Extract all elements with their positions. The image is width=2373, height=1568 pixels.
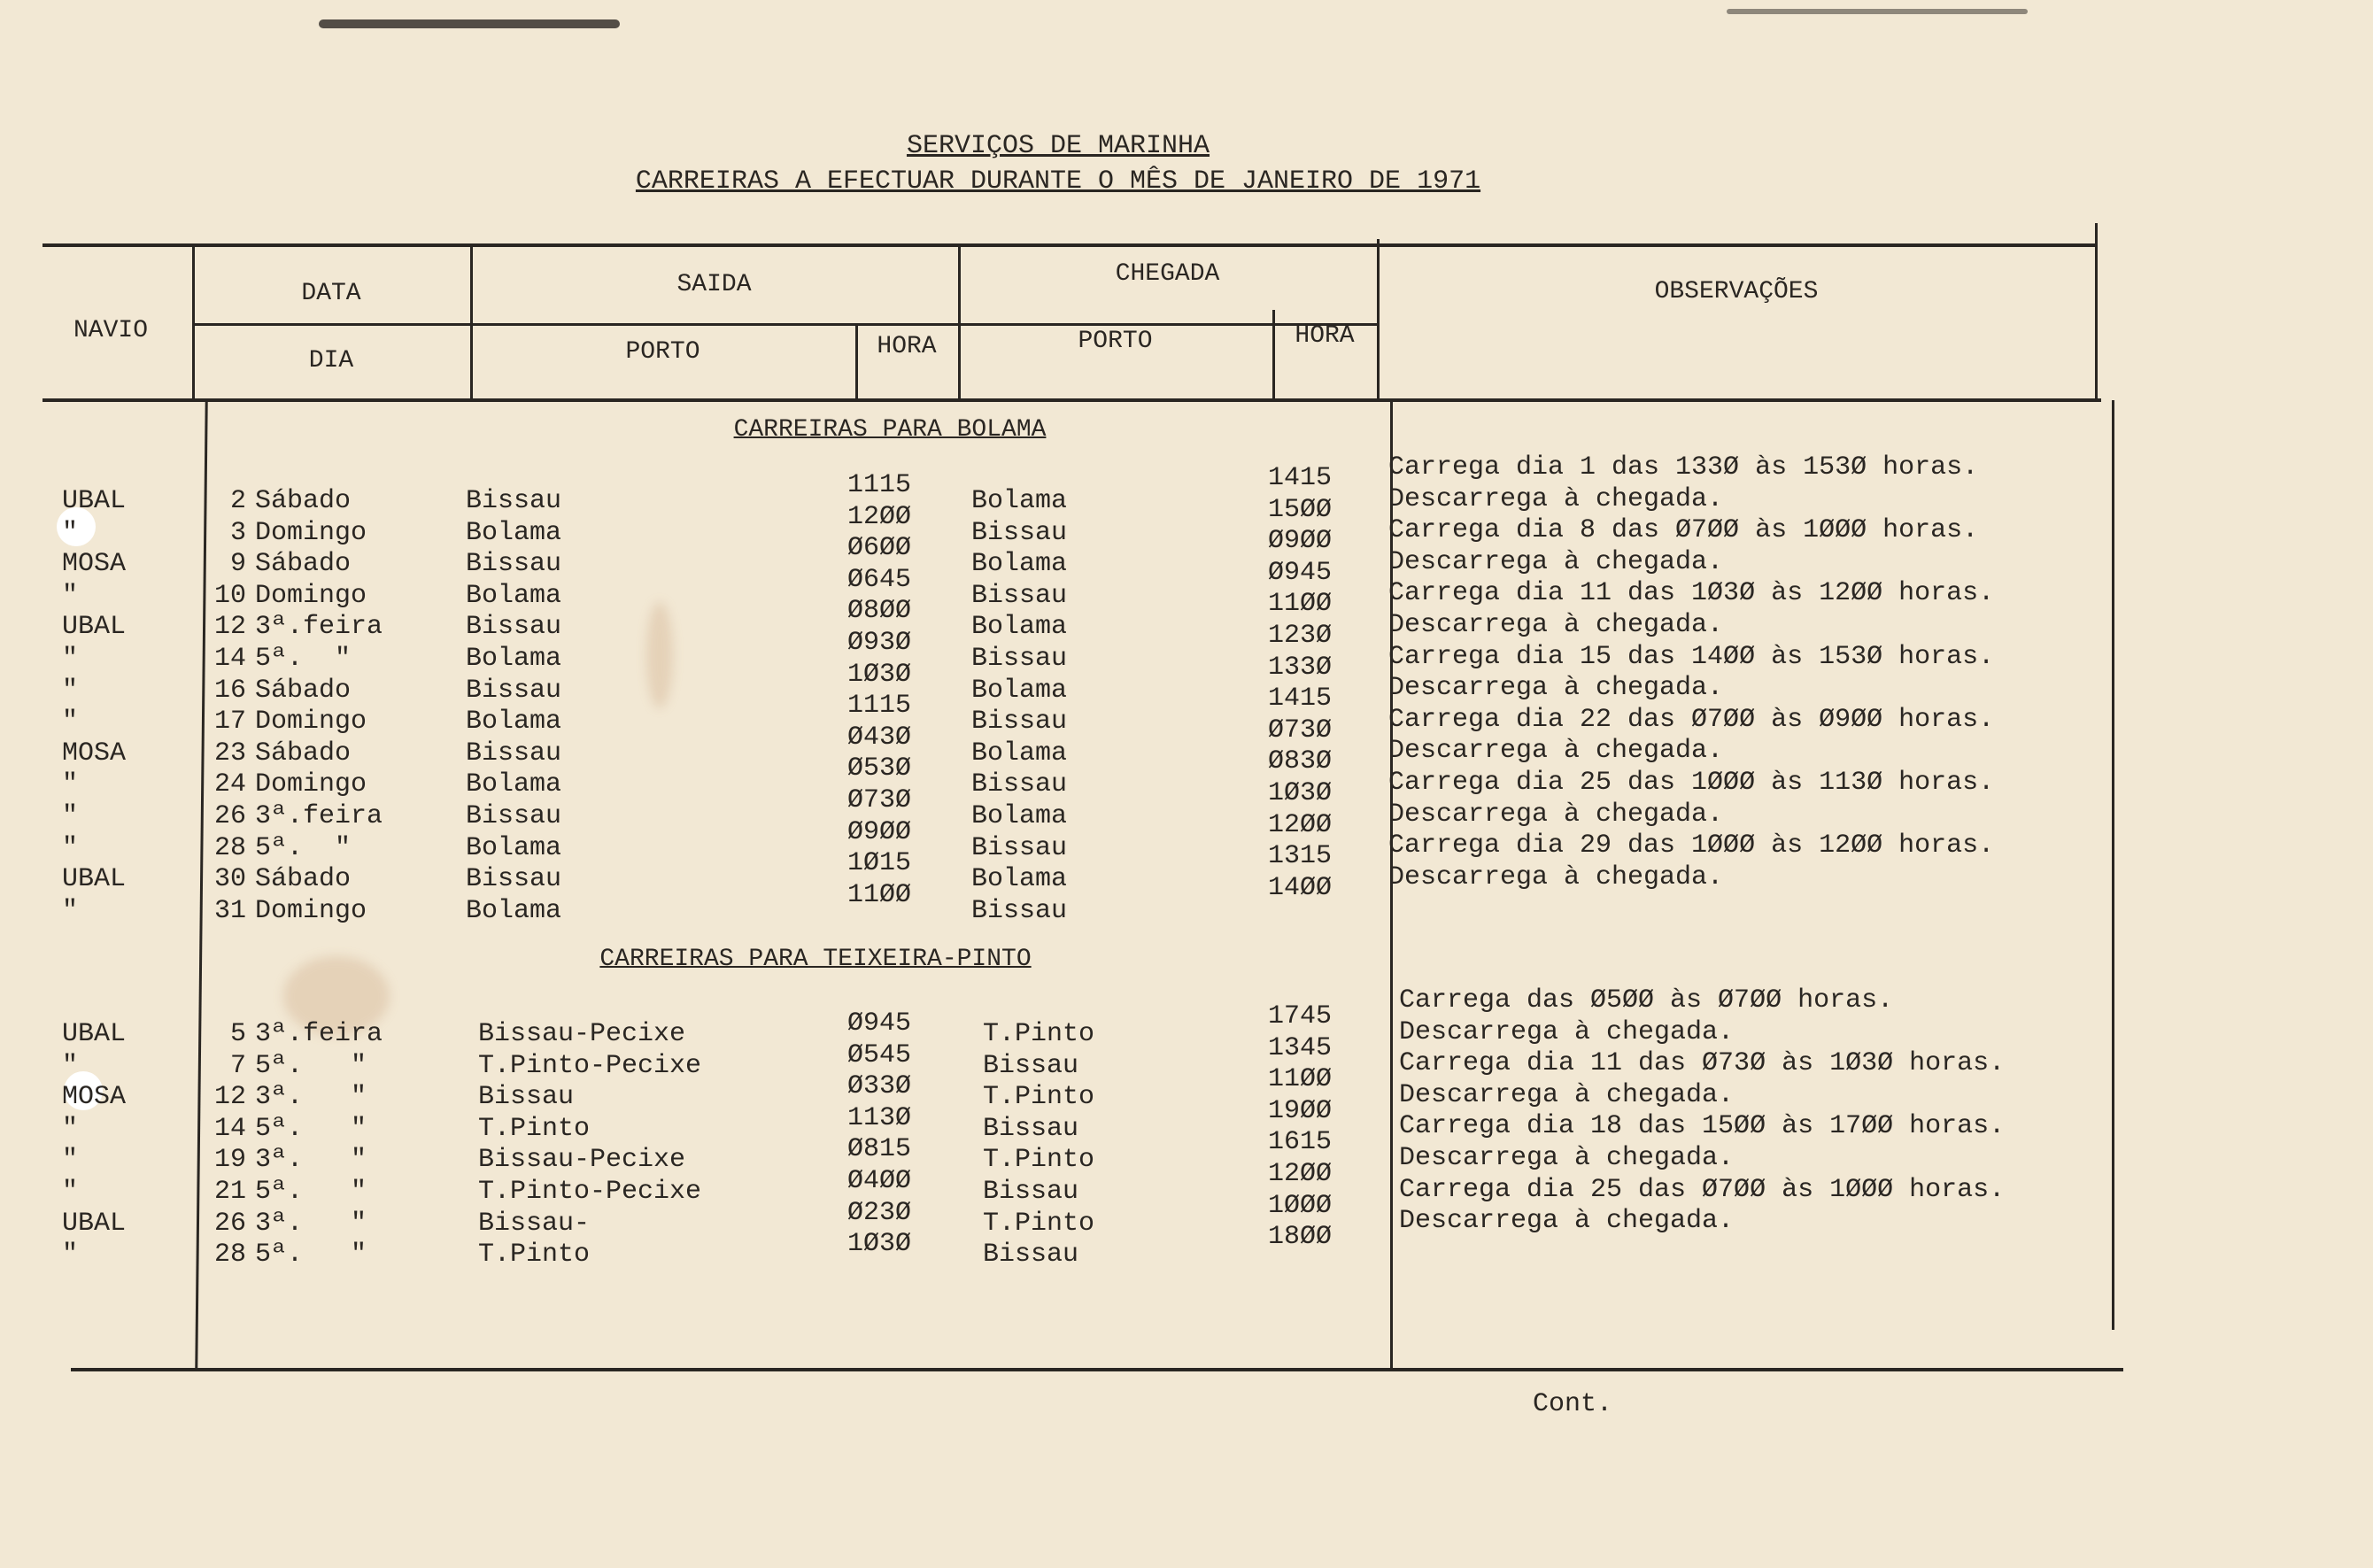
document-title: SERVIÇOS DE MARINHA: [906, 131, 1210, 161]
arrival-time-cell: 11ØØ: [1268, 589, 1333, 620]
day-cell: 7: [229, 1050, 246, 1081]
header-data: DATA: [301, 280, 361, 307]
arrival-time-cell: 1745: [1268, 1001, 1333, 1031]
weekday-cell: 5ª. ": [255, 1113, 367, 1144]
arrival-port-cell: Bissau: [983, 1050, 1079, 1081]
departure-time-cell: Ø9ØØ: [847, 816, 912, 847]
departure-port-cell: Bissau: [466, 800, 562, 831]
arrival-port-cell: Bolama: [971, 549, 1068, 580]
departure-port-cell: Bissau-: [478, 1208, 591, 1239]
arrival-port-cell: T.Pinto: [983, 1145, 1095, 1176]
observation-line: Descarrega à chegada.: [1399, 1016, 1735, 1047]
arrival-port-column: [983, 1018, 1248, 1271]
header-navio: NAVIO: [73, 317, 148, 344]
arrival-time-cell: 1415: [1268, 684, 1333, 714]
observation-line: Carrega dia 22 das Ø7ØØ às Ø9ØØ horas.: [1388, 704, 1995, 735]
header-chegada: CHEGADA: [1115, 260, 1220, 288]
day-cell: 26: [213, 800, 246, 831]
arrival-time-cell: 1315: [1268, 841, 1333, 872]
weekday-cell: Domingo: [255, 707, 367, 738]
departure-time-cell: Ø53Ø: [847, 753, 912, 784]
departure-time-cell: 11ØØ: [847, 879, 912, 910]
departure-port-cell: Bolama: [466, 832, 562, 863]
navio-cell: ": [62, 643, 79, 674]
day-cell: 23: [213, 738, 246, 769]
departure-time-cell: 12ØØ: [847, 501, 912, 532]
departure-port-cell: T.Pinto-Pecixe: [478, 1050, 702, 1081]
navio-column: [62, 485, 159, 926]
arrival-port-cell: Bolama: [971, 486, 1068, 516]
arrival-port-cell: Bissau: [971, 517, 1068, 548]
departure-time-cell: 1115: [847, 691, 912, 722]
header-dia: DIA: [308, 347, 354, 375]
header-mid-line: [192, 323, 1377, 326]
header-bottom-line: [43, 398, 2101, 402]
departure-time-cell: Ø815: [847, 1134, 912, 1165]
torn-edge-mark: [319, 19, 620, 28]
navio-cell: MOSA: [62, 1082, 127, 1113]
table-right-border: [2095, 223, 2098, 400]
arrival-port-cell: Bissau: [971, 895, 1068, 926]
arrival-port-cell: T.Pinto: [983, 1019, 1095, 1049]
day-cell: 12: [213, 612, 246, 643]
day-cell: 21: [213, 1176, 246, 1207]
observation-line: Carrega das Ø5ØØ às Ø7ØØ horas.: [1399, 985, 1894, 1016]
weekday-cell: Domingo: [255, 895, 367, 926]
arrival-port-cell: Bolama: [971, 738, 1068, 769]
weekday-cell: 3ª.feira: [255, 800, 383, 831]
arrival-time-column: [1268, 1000, 1365, 1253]
navio-cell: ": [62, 1050, 79, 1081]
arrival-time-cell: 18ØØ: [1268, 1222, 1333, 1253]
day-cell: 10: [213, 580, 246, 611]
departure-time-cell: Ø545: [847, 1039, 912, 1070]
navio-cell: MOSA: [62, 738, 127, 769]
navio-cell: UBAL: [62, 1208, 127, 1239]
navio-cell: ": [62, 800, 79, 831]
arrival-port-cell: Bissau: [971, 707, 1068, 738]
observation-line: Carrega dia 11 das Ø73Ø às 1Ø3Ø horas.: [1399, 1048, 2006, 1079]
weekday-cell: Domingo: [255, 769, 367, 800]
day-cell: 17: [213, 707, 246, 738]
arrival-port-cell: Bolama: [971, 800, 1068, 831]
departure-port-cell: Bolama: [466, 895, 562, 926]
departure-port-cell: Bissau: [466, 675, 562, 706]
arrival-port-cell: T.Pinto: [983, 1208, 1095, 1239]
weekday-cell: Sábado: [255, 864, 352, 895]
cont-label: Cont.: [1533, 1389, 1613, 1419]
navio-column: [62, 1018, 159, 1271]
day-cell: 31: [213, 895, 246, 926]
observation-line: Carrega dia 8 das Ø7ØØ às 1ØØØ horas.: [1388, 515, 1979, 546]
arrival-time-cell: 11ØØ: [1268, 1064, 1333, 1095]
header-observacoes: OBSERVAÇÕES: [1654, 278, 1819, 305]
observation-line: Carrega dia 1 das 133Ø às 153Ø horas.: [1388, 452, 1979, 483]
departure-time-cell: 1Ø3Ø: [847, 1229, 912, 1260]
day-cell: 12: [213, 1082, 246, 1113]
observation-line: Descarrega à chegada.: [1399, 1206, 1735, 1237]
weekday-cell: 5ª. ": [255, 1050, 367, 1081]
departure-port-cell: Bissau-Pecixe: [478, 1145, 686, 1176]
departure-port-cell: Bolama: [466, 707, 562, 738]
header-saida-porto: PORTO: [625, 338, 700, 366]
arrival-port-cell: Bissau: [983, 1240, 1079, 1271]
day-cell: 19: [213, 1145, 246, 1176]
arrival-time-cell: 14ØØ: [1268, 872, 1333, 903]
arrival-port-cell: Bissau: [971, 643, 1068, 674]
day-cell: 24: [213, 769, 246, 800]
weekday-cell: Domingo: [255, 517, 367, 548]
observations-column: [1399, 985, 2005, 1237]
navio-cell: UBAL: [62, 486, 127, 516]
weekday-cell: Sábado: [255, 486, 352, 516]
weekday-cell: Domingo: [255, 580, 367, 611]
arrival-port-cell: Bolama: [971, 675, 1068, 706]
arrival-time-cell: 133Ø: [1268, 652, 1333, 683]
col-divider-data: [470, 245, 473, 400]
observation-line: Carrega dia 11 das 1Ø3Ø às 12ØØ horas.: [1388, 578, 1995, 609]
navio-cell: UBAL: [62, 612, 127, 643]
day-cell: 16: [213, 675, 246, 706]
arrival-time-column: [1268, 462, 1365, 903]
arrival-time-cell: 123Ø: [1268, 620, 1333, 651]
departure-port-cell: Bolama: [466, 580, 562, 611]
day-cell: 30: [213, 864, 246, 895]
arrival-port-cell: Bissau: [983, 1176, 1079, 1207]
navio-cell: ": [62, 580, 79, 611]
weekday-cell: 5ª. ": [255, 643, 352, 674]
document-subtitle: CARREIRAS A EFECTUAR DURANTE O MÊS DE JANEIRO DE 1971: [635, 166, 1481, 197]
departure-time-cell: 1Ø3Ø: [847, 659, 912, 690]
departure-time-cell: Ø23Ø: [847, 1197, 912, 1228]
header-chegada-hora: HORA: [1295, 322, 1355, 350]
departure-time-cell: Ø6ØØ: [847, 533, 912, 564]
departure-port-column: [478, 1018, 850, 1271]
arrival-time-cell: 1615: [1268, 1127, 1333, 1158]
arrival-time-cell: 15ØØ: [1268, 494, 1333, 525]
departure-port-cell: T.Pinto: [478, 1240, 591, 1271]
arrival-time-cell: 1345: [1268, 1032, 1333, 1063]
departure-port-cell: Bissau: [466, 612, 562, 643]
navio-cell: UBAL: [62, 1019, 127, 1049]
table-right-border-body: [2112, 400, 2114, 1330]
departure-time-cell: Ø93Ø: [847, 627, 912, 658]
navio-cell: ": [62, 707, 79, 738]
arrival-time-cell: Ø83Ø: [1268, 746, 1333, 777]
arrival-port-cell: Bissau: [971, 832, 1068, 863]
arrival-time-cell: 1415: [1268, 463, 1333, 493]
departure-port-cell: Bolama: [466, 769, 562, 800]
weekday-column: [255, 1018, 459, 1271]
weekday-cell: 3ª. ": [255, 1082, 367, 1113]
navio-cell: ": [62, 832, 79, 863]
arrival-time-cell: Ø945: [1268, 557, 1333, 588]
weekday-cell: 3ª. ": [255, 1208, 367, 1239]
weekday-column: [255, 485, 459, 926]
col-divider-obs: [1377, 239, 1380, 400]
day-cell: 14: [213, 643, 246, 674]
arrival-port-cell: Bolama: [971, 864, 1068, 895]
navio-cell: ": [62, 1176, 79, 1207]
weekday-cell: 5ª. ": [255, 1240, 367, 1271]
observation-line: Carrega dia 25 das Ø7ØØ às 1ØØØ horas.: [1399, 1174, 2006, 1205]
arrival-time-cell: 12ØØ: [1268, 809, 1333, 840]
observation-line: Descarrega à chegada.: [1388, 483, 1724, 514]
weekday-cell: Sábado: [255, 549, 352, 580]
observation-line: Carrega dia 15 das 14ØØ às 153Ø horas.: [1388, 641, 1995, 672]
day-cell: 28: [213, 1240, 246, 1271]
navio-cell: ": [62, 517, 79, 548]
observation-line: Descarrega à chegada.: [1399, 1079, 1735, 1110]
departure-time-column: [847, 1008, 945, 1260]
departure-port-cell: Bissau: [466, 549, 562, 580]
navio-cell: ": [62, 1113, 79, 1144]
header-saida-hora: HORA: [877, 333, 937, 360]
navio-cell: ": [62, 1145, 79, 1176]
departure-port-cell: Bissau-Pecixe: [478, 1019, 686, 1049]
departure-time-cell: Ø645: [847, 564, 912, 595]
observation-line: Descarrega à chegada.: [1388, 799, 1724, 830]
day-cell: 5: [229, 1019, 246, 1049]
observation-line: Descarrega à chegada.: [1388, 609, 1724, 640]
navio-cell: ": [62, 1240, 79, 1271]
day-column: [202, 485, 246, 926]
observation-line: Descarrega à chegada.: [1388, 861, 1724, 892]
weekday-cell: 3ª. ": [255, 1145, 367, 1176]
departure-time-cell: 113Ø: [847, 1102, 912, 1133]
departure-port-cell: Bissau: [466, 864, 562, 895]
departure-port-cell: T.Pinto-Pecixe: [478, 1176, 702, 1207]
observation-line: Carrega dia 18 das 15ØØ às 17ØØ horas.: [1399, 1111, 2006, 1142]
observation-line: Descarrega à chegada.: [1388, 736, 1724, 767]
departure-port-cell: Bolama: [466, 517, 562, 548]
observation-line: Descarrega à chegada.: [1399, 1142, 1735, 1173]
arrival-time-cell: Ø73Ø: [1268, 714, 1333, 745]
departure-time-cell: Ø33Ø: [847, 1071, 912, 1102]
observation-line: Carrega dia 25 das 1ØØØ às 113Ø horas.: [1388, 767, 1995, 798]
departure-port-cell: Bissau: [478, 1082, 575, 1113]
observations-column: [1388, 452, 1994, 892]
day-cell: 2: [229, 486, 246, 516]
departure-time-column: [847, 469, 945, 910]
weekday-cell: 3ª.feira: [255, 612, 383, 643]
navio-cell: MOSA: [62, 549, 127, 580]
arrival-time-cell: 1Ø3Ø: [1268, 777, 1333, 808]
header-chegada-porto: PORTO: [1078, 328, 1153, 355]
observation-line: Carrega dia 29 das 1ØØØ às 12ØØ horas.: [1388, 830, 1995, 861]
section-title-teixeira-pinto: CARREIRAS PARA TEIXEIRA-PINTO: [599, 946, 1032, 973]
departure-time-cell: Ø73Ø: [847, 784, 912, 815]
arrival-time-cell: 12ØØ: [1268, 1158, 1333, 1189]
header-saida: SAIDA: [676, 271, 752, 298]
departure-port-cell: T.Pinto: [478, 1113, 591, 1144]
day-cell: 26: [213, 1208, 246, 1239]
departure-time-cell: 1Ø15: [847, 848, 912, 879]
arrival-time-cell: 19ØØ: [1268, 1095, 1333, 1126]
observation-line: Descarrega à chegada.: [1388, 546, 1724, 577]
arrival-port-column: [971, 485, 1237, 926]
arrival-port-cell: T.Pinto: [983, 1082, 1095, 1113]
day-cell: 9: [229, 549, 246, 580]
arrival-port-cell: Bolama: [971, 612, 1068, 643]
departure-time-cell: Ø43Ø: [847, 722, 912, 753]
weekday-cell: 5ª. ": [255, 1176, 367, 1207]
navio-cell: ": [62, 769, 79, 800]
departure-port-column: [466, 485, 838, 926]
navio-cell: UBAL: [62, 864, 127, 895]
arrival-time-cell: Ø9ØØ: [1268, 526, 1333, 557]
arrival-time-cell: 1ØØØ: [1268, 1190, 1333, 1221]
torn-edge-mark: [1727, 9, 2028, 14]
day-cell: 14: [213, 1113, 246, 1144]
navio-cell: ": [62, 895, 79, 926]
weekday-cell: Sábado: [255, 738, 352, 769]
navio-cell: ": [62, 675, 79, 706]
weekday-cell: 5ª. ": [255, 832, 352, 863]
section-title-bolama: CARREIRAS PARA BOLAMA: [733, 416, 1047, 444]
weekday-cell: 3ª.feira: [255, 1019, 383, 1049]
day-cell: 3: [229, 517, 246, 548]
day-column: [202, 1018, 246, 1271]
arrival-port-cell: Bissau: [983, 1113, 1079, 1144]
departure-port-cell: Bolama: [466, 643, 562, 674]
observation-line: Descarrega à chegada.: [1388, 673, 1724, 704]
departure-port-cell: Bissau: [466, 486, 562, 516]
departure-port-cell: Bissau: [466, 738, 562, 769]
departure-time-cell: Ø8ØØ: [847, 596, 912, 627]
weekday-cell: Sábado: [255, 675, 352, 706]
table-top-border: [43, 243, 2097, 247]
day-cell: 28: [213, 832, 246, 863]
departure-time-cell: Ø945: [847, 1008, 912, 1039]
arrival-port-cell: Bissau: [971, 580, 1068, 611]
table-bottom-border: [71, 1368, 2123, 1371]
departure-time-cell: 1115: [847, 470, 912, 500]
arrival-port-cell: Bissau: [971, 769, 1068, 800]
departure-time-cell: Ø4ØØ: [847, 1165, 912, 1196]
col-divider-navio: [192, 245, 195, 400]
